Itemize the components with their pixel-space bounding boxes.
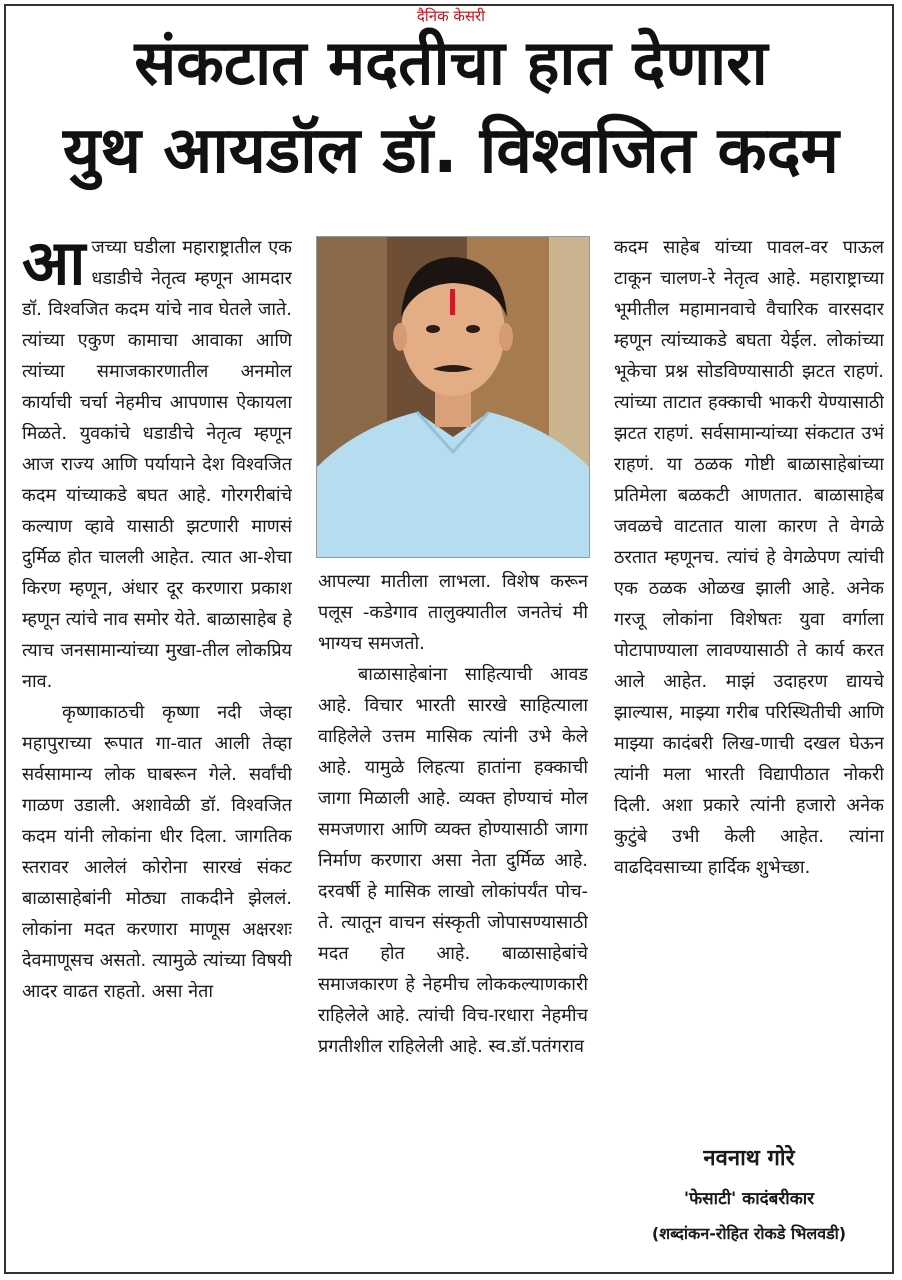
portrait-photo (316, 236, 590, 558)
author-role: 'फेसाटी' कादंबरीकार (683, 1189, 815, 1209)
column-3-paragraph-1: कदम साहेब यांच्या पावल-वर पाऊल टाकून चालण-रे नेतृत्व आहे. महाराष्ट्राच्या भूमीतील महामानवाचे वैचारिक वारसदार म्हणून त्यांच्याकडे बघता येईल. लोकांच्या भूकेचा प्रश्न सोडविण्यासाठी झटत राहणं. त्यांच्या ताटात हक्काची भाकरी येण्यासाठी झटत राहणं. सर्वसामान्यांच्या संकटात उभं राहणं. या ठळक गोष्टी बाळासाहेबांच्या प्रतिमेला बळकटी आणतात. बाळासाहेब जवळचे वाटतात याला कारण ते वेगळे ठरतात म्हणूनच. त्यांचं हे वेगळेपण त्यांची एक ठळक ओळख झाली आहे. अनेक गरजू लोकांना विशेषतः युवा वर्गाला पोटापाण्याला लावण्यासाठी ते कार्य करत आले आहेत. माझं उदाहरण द्यायचे झाल्यास, माझ्या गरीब परिस्थितीची आणि माझ्या कादंबरी लिख-णाची दखल घेऊन त्यांनी मला भारती विद्यापीठात नोकरी दिली. अशा प्रकारे त्यांनी हजारो अनेक कुटुंबे उभी केली आहेत. त्यांना वाढदिवसाच्या हार्दिक शुभेच्छा. (614, 237, 884, 878)
transcription-credit: (शब्दांकन-रोहित रोकडे भिलवडी) (651, 1224, 847, 1243)
drop-cap: आ (22, 232, 86, 299)
article-column-2 (318, 566, 588, 1266)
column-2-paragraph-2: बाळासाहेबांना साहित्याची आवड आहे. विचार भारती सारखे साहित्याला वाहिलेले उत्तम मासिक त्यांनी उभे केले आहे. यामुळे लिहत्या हातांना हक्काची जागा मिळाली आहे. व्यक्त होण्याचं मोल समजणारा आणि व्यक्त होण्यासाठी जागा निर्माण करणारा असा नेता दुर्मिळ आहे. दरवर्षी हे मासिक लाखो लोकांपर्यंत पोच-ते. त्यातून वाचन संस्कृती जोपासण्यासाठी मदत होत आहे. बाळासाहेबांचे समाजकारण हे नेहमीच लोककल्याणकारी राहिलेले आहे. त्यांची विच-ारधारा नेहमीच प्रगतीशील राहिलेली आहे. स्व.डॉ.पतंगराव (318, 664, 588, 1057)
article-column-3 (614, 232, 884, 1132)
article-column-1 (22, 232, 292, 1262)
column-2-paragraph-1: आपल्या मातीला लाभला. विशेष करून पलूस -कडेगाव तालुक्यातील जनतेचं मी भाग्यच समजतो. (318, 571, 588, 654)
portrait-illustration (317, 237, 589, 557)
newspaper-source: दैनिक केसरी (416, 7, 486, 25)
headline-line-2: युथ आयडॉल डॉ. विश्वजित कदम (63, 114, 839, 188)
column-1-paragraph-1: जच्या घडीला महाराष्ट्रातील एक धडाडीचे नेतृत्व म्हणून आमदार डॉ. विश्वजित कदम यांचे नाव घेतले जाते. त्यांच्या एकुण कामाचा आवाका आणि त्यांच्या समाजकारणातील अनमोल कार्याची चर्चा नेहमीच आपणास ऐकायला मिळते. युवकांचे धडाडीचे नेतृत्व म्हणून आज राज्य आणि पर्यायाने देश विश्वजित कदम यांच्याकडे बघत आहे. गोरगरीबांचे कल्याण व्हावे यासाठी झटणारी माणसं दुर्मिळ होत चालली आहेत. त्यात आ-शेचा किरण म्हणून, अंधार दूर करणारा प्रकाश म्हणून त्यांचे नाव समोर येते. बाळासाहेब हे त्याच जनसामान्यांच्या मुखा-तील लोकप्रिय नाव. (22, 237, 292, 692)
headline-line-1: संकटात मदतीचा हात देणारा (134, 26, 768, 99)
author-name: नवनाथ गोरे (703, 1146, 795, 1171)
column-1-paragraph-2: कृष्णाकाठची कृष्णा नदी जेव्हा महापुराच्या रूपात गा-वात आली तेव्हा सर्वसामान्य लोक घाबरून गेले. सर्वांची गाळण उडाली. अशावेळी डॉ. विश्वजित कदम यांनी लोकांना धीर दिला. जागतिक स्तरावर आलेलं कोरोना सारखं संकट बाळासाहेबांनी मोठ्या ताकदीने झेललं. लोकांना मदत करणारा माणूस अक्षरशः देवमाणूसच असतो. त्यामुळे त्यांच्या विषयी आदर वाढत राहतो. असा नेता (22, 702, 292, 1002)
